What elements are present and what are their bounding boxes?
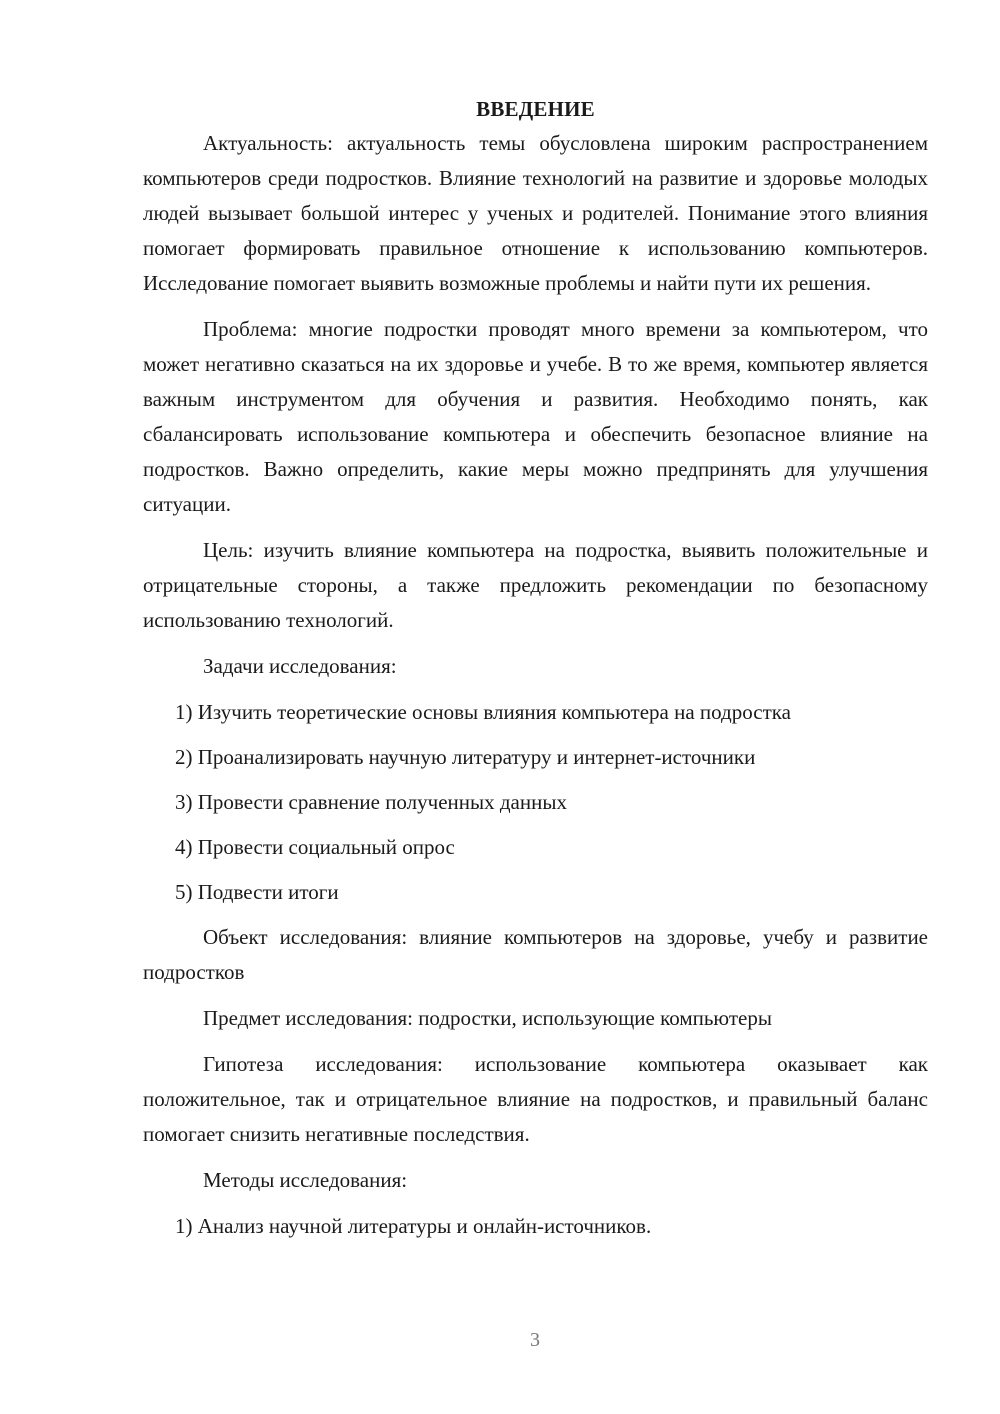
subject-paragraph: Предмет исследования: подростки, использующие компьютеры xyxy=(203,1006,772,1030)
methods-heading: Методы исследования: xyxy=(203,1168,408,1192)
method-item-1: 1) Анализ научной литературы и онлайн-источников. xyxy=(175,1214,652,1238)
task-item-5: 5) Подвести итоги xyxy=(175,880,339,904)
task-item-1: 1) Изучить теоретические основы влияния компьютера на подростка xyxy=(175,700,791,724)
tasks-heading: Задачи исследования: xyxy=(203,654,397,678)
task-item-3: 3) Провести сравнение полученных данных xyxy=(175,790,567,814)
task-item-2: 2) Проанализировать научную литературу и интернет-источники xyxy=(175,745,756,769)
goal-paragraph: Цель: изучить влияние компьютера на подростка, выявить положительные и отрицательные стороны, а также предложить рекомендации по безопасному использованию технологий. xyxy=(143,538,928,632)
problem-paragraph: Проблема: многие подростки проводят много времени за компьютером, что может негативно сказаться на их здоровье и учебе. В то же время, компьютер является важным инструментом для обучения и развития. Необходимо понять, как сбалансировать использование компьютера и обеспечить безопасное влияние на подростков. Важно определить, какие меры можно предпринять для улучшения ситуации. xyxy=(143,317,928,516)
page-title: ВВЕДЕНИЕ xyxy=(476,97,595,121)
relevance-paragraph: Актуальность: актуальность темы обусловлена широким распространением компьютеров среди подростков. Влияние технологий на развитие и здоровье молодых людей вызывает большой интерес у ученых и родителей. Понимание этого влияния помогает формировать правильное отношение к использованию компьютеров. Исследование помогает выявить возможные проблемы и найти пути их решения. xyxy=(143,131,928,295)
task-item-4: 4) Провести социальный опрос xyxy=(175,835,455,859)
page-number: 3 xyxy=(530,1329,540,1351)
hypothesis-paragraph: Гипотеза исследования: использование компьютера оказывает как положительное, так и отрицательное влияние на подростков, и правильный баланс помогает снизить негативные последствия. xyxy=(143,1052,928,1146)
document-page xyxy=(143,92,928,1254)
object-paragraph: Объект исследования: влияние компьютеров на здоровье, учебу и развитие подростков xyxy=(143,925,928,984)
